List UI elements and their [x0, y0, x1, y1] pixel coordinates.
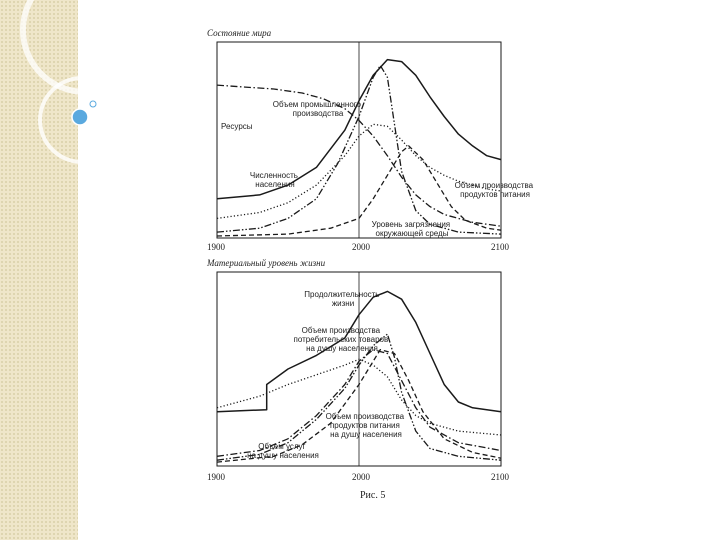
chart-2-label-consumer-goods: Объем производства потребительских товаров на душу населения: [293, 326, 389, 353]
chart-1-xtick-2000: 2000: [352, 242, 370, 252]
chart-2-label-food-per-capita: Объем производства продуктов питания на душу населения: [325, 412, 405, 439]
chart-1-label-industry: Объем промышленного производства: [272, 100, 361, 118]
chart-2-xtick-1900: 1900: [207, 472, 225, 482]
chart-1-label-pollution: Уровень загрязнения окружающей среды: [371, 220, 451, 238]
chart-2-xtick-2100: 2100: [491, 472, 509, 482]
chart-1-xtick-2100: 2100: [491, 242, 509, 252]
figure-caption: Рис. 5: [360, 490, 386, 501]
chart-2-xtick-2000: 2000: [352, 472, 370, 482]
chart-1-label-food: Объем производства продуктов питания: [454, 181, 534, 199]
chart-1-label-population: Численность населения: [249, 171, 298, 189]
chart-2-label-services: Объем услуг на душу населения: [247, 442, 319, 460]
chart-1-title: Состояние мира: [207, 28, 272, 38]
chart-1-label-resources: Ресурсы: [221, 122, 253, 131]
chart-2-label-life-expectancy: Продолжительность жизни: [304, 290, 380, 308]
chart-world-state: [207, 28, 535, 252]
chart-2-title: Материальный уровень жизни: [207, 258, 326, 268]
chart-1-xtick-1900: 1900: [207, 242, 225, 252]
chart-living-standard: [206, 258, 510, 482]
